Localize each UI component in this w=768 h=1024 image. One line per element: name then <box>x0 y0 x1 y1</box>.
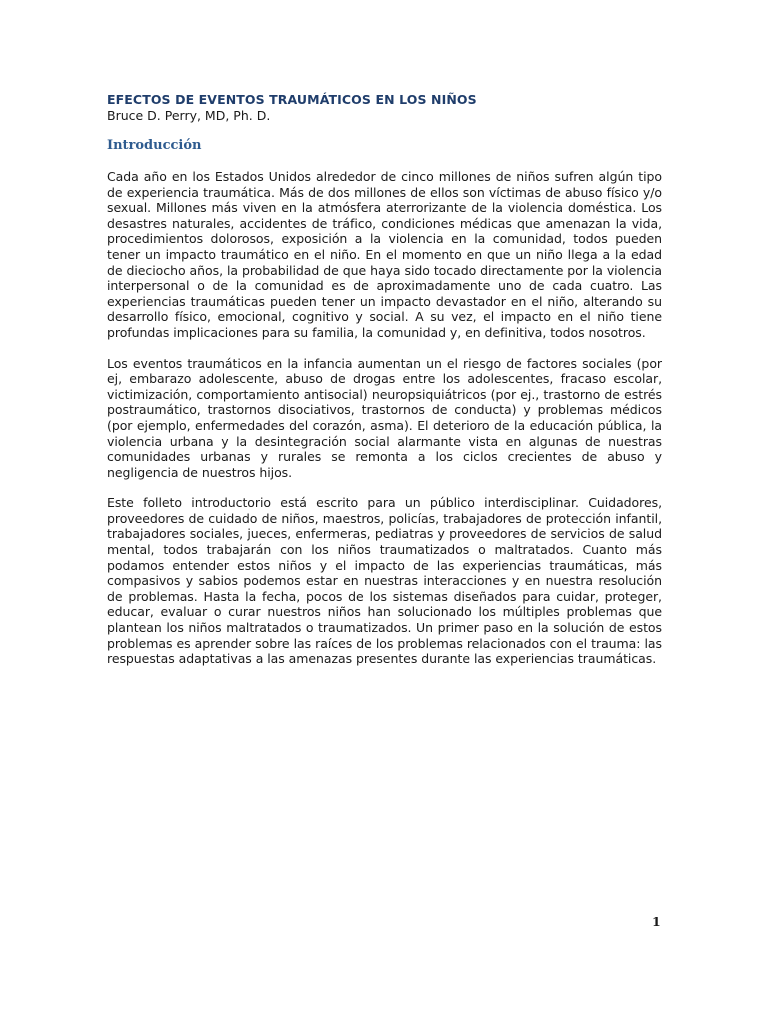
paragraph: Cada año en los Estados Unidos alrededor de cinco millones de niños sufren algún tipo de experiencia traumática. Más de dos millones de ellos son víctimas de abuso físico y/o sexual. Millones más viven en la atmósfera aterrorizante de la violencia doméstica. Los desastres naturales, accidentes de tráfico, condiciones médicas que amenazan la vida, procedimientos dolorosos, exposición a la violencia en la comunidad, todos pueden tener un impacto traumático en el niño. En el momento en que un niño llega a la edad de dieciocho años, la probabilidad de que haya sido tocado directamente por la violencia interpersonal o de la comunidad es de aproximadamente uno de cada cuatro. Las experiencias traumáticas pueden tener un impacto devastador en el niño, alterando su desarrollo físico, emocional, cognitivo y social. A su vez, el impacto en el niño tiene profundas implicaciones para su familia, la comunidad y, en definitiva, todos nosotros. <box>107 169 662 340</box>
page-content <box>107 92 662 682</box>
section-heading: Introducción <box>107 138 202 153</box>
document-title: EFECTOS DE EVENTOS TRAUMÁTICOS EN LOS NIÑOS <box>107 92 477 107</box>
paragraph: Este folleto introductorio está escrito para un público interdisciplinar. Cuidadores, proveedores de cuidado de niños, maestros, policías, trabajadores de protección infantil, trabajadores sociales, jueces, enfermeras, pediatras y proveedores de servicios de salud mental, todos trabajarán con los niños traumatizados o maltratados. Cuanto más podamos entender estos niños y el impacto de las experiencias traumáticas, más compasivos y sabios podemos estar en nuestras interacciones y en nuestra resolución de problemas. Hasta la fecha, pocos de los sistemas diseñados para cuidar, proteger, educar, evaluar o curar nuestros niños han solucionado los múltiples problemas que plantean los niños maltratados o traumatizados. Un primer paso en la solución de estos problemas es aprender sobre las raíces de los problemas relacionados con el trauma: las respuestas adaptativas a las amenazas presentes durante las experiencias traumáticas. <box>107 495 662 667</box>
paragraph: Los eventos traumáticos en la infancia aumentan un el riesgo de factores sociales (por ej, embarazo adolescente, abuso de drogas entre los adolescentes, fracaso escolar, victimización, comportamiento antisocial) neuropsiquiátricos (por ej., trastorno de estrés postraumático, trastornos disociativos, trastornos de conducta) y problemas médicos (por ejemplo, enfermedades del corazón, asma). El deterioro de la educación pública, la violencia urbana y la desintegración social alarmante vista en algunas de nuestras comunidades urbanas y rurales se remonta a los ciclos crecientes de abuso y negligencia de nuestros hijos. <box>107 355 662 480</box>
page-number: 1 <box>652 914 661 929</box>
author-line: Bruce D. Perry, MD, Ph. D. <box>107 108 271 123</box>
